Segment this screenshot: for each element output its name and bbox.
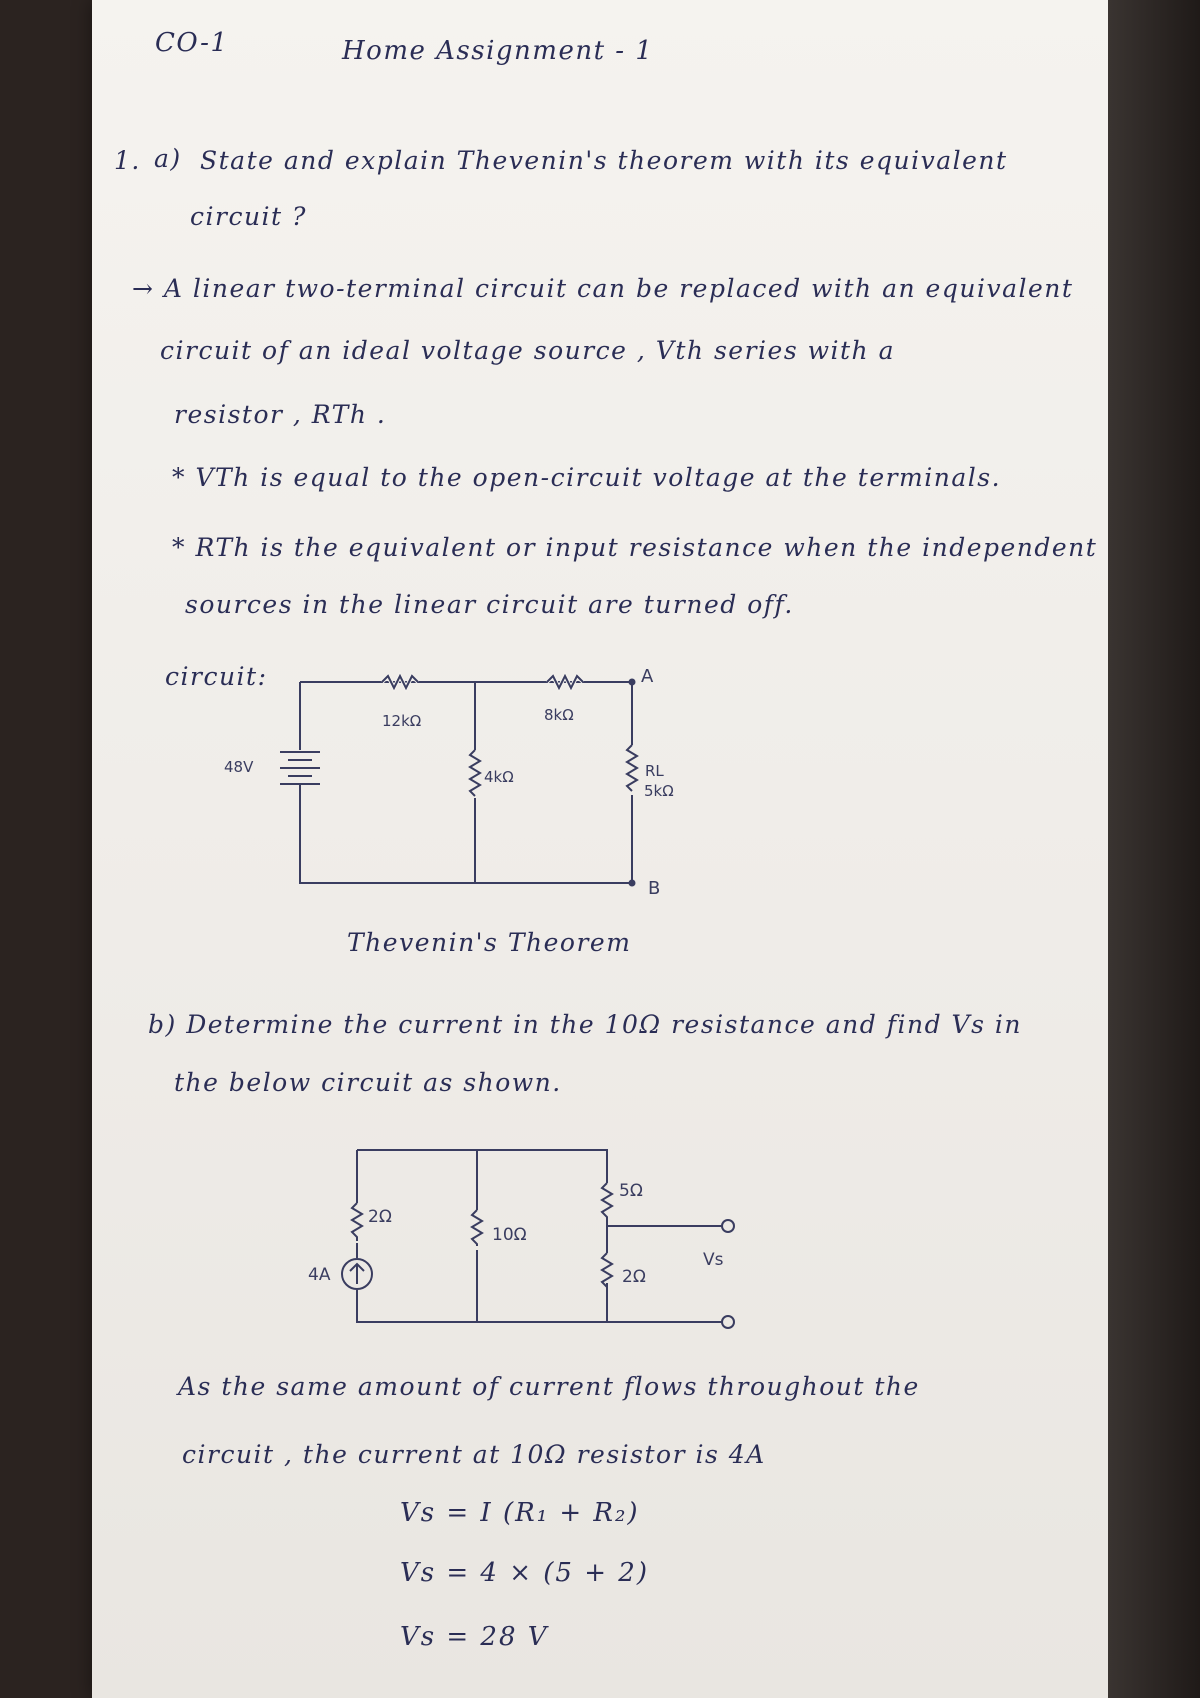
background-edge bbox=[1108, 0, 1200, 1698]
vs-terminal-bottom bbox=[722, 1316, 734, 1328]
question-1a-line1: State and explain Thevenin's theorem with its equivalent bbox=[200, 146, 1008, 175]
label-vs: Vs bbox=[703, 1250, 724, 1270]
circuit2-wire-bottom bbox=[357, 1283, 607, 1322]
wire-top bbox=[300, 682, 632, 745]
label-8k: 8kΩ bbox=[544, 706, 574, 724]
bullet-rth-line2: sources in the linear circuit are turned off. bbox=[185, 590, 794, 619]
label-2ohm-left: 2Ω bbox=[368, 1207, 392, 1227]
answer-1a-line1: → A linear two-terminal circuit can be replaced with an equivalent bbox=[132, 274, 1074, 303]
course-code: CO-1 bbox=[155, 28, 229, 58]
question-1b-line1: b) Determine the current in the 10Ω resistance and find Vs in bbox=[148, 1010, 1022, 1039]
label-5ohm: 5Ω bbox=[619, 1181, 643, 1201]
label-5k: 5kΩ bbox=[644, 782, 674, 800]
page-title: Home Assignment - 1 bbox=[342, 36, 654, 66]
label-terminal-b: B bbox=[648, 878, 661, 899]
wire-right-bottom bbox=[300, 785, 632, 883]
bullet-rth-line1: * RTh is the equivalent or input resistance when the independent bbox=[172, 533, 1098, 562]
answer-1b-line1: As the same amount of current flows throughout the bbox=[178, 1372, 920, 1401]
label-4k: 4kΩ bbox=[484, 768, 514, 786]
circuit-caption: Thevenin's Theorem bbox=[347, 928, 632, 957]
equation-2: Vs = 4 × (5 + 2) bbox=[400, 1558, 649, 1588]
vs-terminal-top bbox=[722, 1220, 734, 1232]
question-1a-line2: circuit ? bbox=[190, 202, 307, 231]
label-2ohm-right: 2Ω bbox=[622, 1267, 646, 1287]
label-terminal-a: A bbox=[641, 666, 654, 687]
answer-1b-line2: circuit , the current at 10Ω resistor is 4A bbox=[182, 1440, 766, 1469]
circuit-label: circuit: bbox=[165, 662, 268, 691]
question-number: 1. bbox=[114, 146, 141, 175]
circuit2-resistor-10ohm bbox=[472, 1210, 482, 1246]
current-source-arrow bbox=[350, 1264, 364, 1284]
circuit2-resistor-2ohm-left bbox=[352, 1203, 362, 1241]
circuit2-resistor-5ohm bbox=[602, 1183, 612, 1223]
label-48v: 48V bbox=[224, 758, 254, 776]
circuit2-wire-top bbox=[357, 1150, 607, 1183]
answer-1a-line3: resistor , RTh . bbox=[174, 400, 387, 429]
question-1b-line2: the below circuit as shown. bbox=[174, 1068, 562, 1097]
label-4a: 4A bbox=[308, 1265, 331, 1285]
equation-1: Vs = I (R₁ + R₂) bbox=[400, 1498, 640, 1528]
notebook-page bbox=[92, 0, 1108, 1698]
label-12k: 12kΩ bbox=[382, 712, 422, 730]
circuit2-resistor-2ohm-right bbox=[602, 1253, 612, 1287]
label-10ohm: 10Ω bbox=[492, 1225, 527, 1245]
bullet-vth: * VTh is equal to the open-circuit voltage at the terminals. bbox=[172, 463, 1002, 492]
label-rl: RL bbox=[645, 762, 664, 780]
resistor-5k-zigzag bbox=[627, 745, 637, 791]
terminal-a-dot bbox=[629, 679, 636, 686]
resistor-4k-zigzag bbox=[470, 750, 480, 796]
terminal-b-dot bbox=[629, 880, 636, 887]
answer-1a-line2: circuit of an ideal voltage source , Vth series with a bbox=[160, 336, 896, 365]
battery-symbol bbox=[280, 752, 320, 784]
question-part-a: a) bbox=[154, 144, 182, 173]
equation-3: Vs = 28 V bbox=[400, 1622, 549, 1652]
